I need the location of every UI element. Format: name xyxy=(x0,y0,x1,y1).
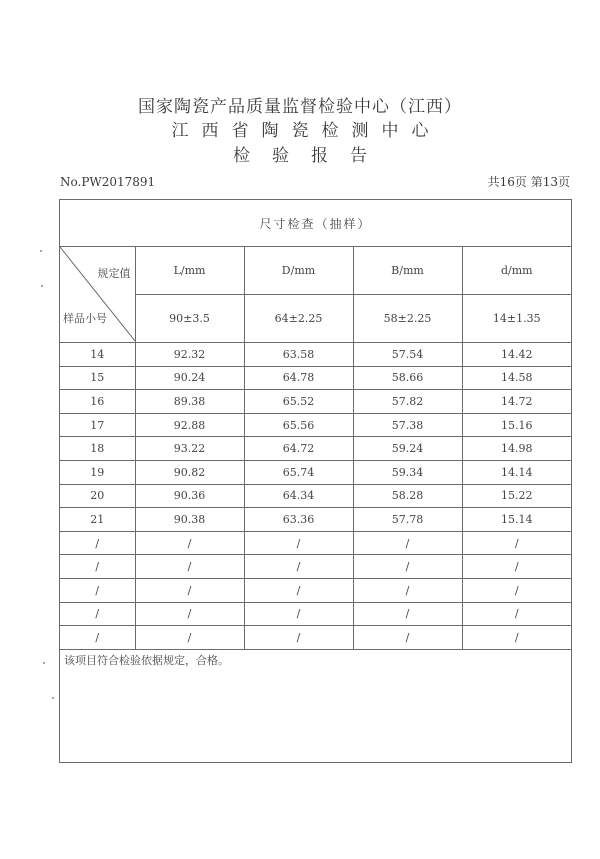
table-row xyxy=(60,508,571,532)
measurement-cell: / xyxy=(353,531,462,555)
tolerance-value: 64±2.25 xyxy=(244,295,353,343)
measurement-cell: 65.56 xyxy=(244,413,353,437)
table-title-row xyxy=(60,200,571,247)
sample-number-cell: 20 xyxy=(60,484,135,508)
measurement-cell: / xyxy=(135,602,244,626)
report-sheet xyxy=(59,199,572,763)
sample-number-cell: 21 xyxy=(60,508,135,532)
sample-number-cell: 15 xyxy=(60,366,135,390)
column-header: d/mm xyxy=(462,247,571,295)
measurement-cell: 14.72 xyxy=(462,390,571,414)
measurement-cell: / xyxy=(462,531,571,555)
measurement-cell: 14.14 xyxy=(462,460,571,484)
report-header-center-name: 国家陶瓷产品质量监督检验中心（江西） xyxy=(138,97,462,117)
sample-number-cell: / xyxy=(60,578,135,602)
table-row xyxy=(60,366,571,390)
measurement-cell: 14.42 xyxy=(462,343,571,367)
measurement-cell: 92.88 xyxy=(135,413,244,437)
measurement-cell: / xyxy=(135,578,244,602)
header-corner-cell xyxy=(60,247,135,343)
corner-diagonal-line xyxy=(60,247,135,341)
measurement-cell: 59.34 xyxy=(353,460,462,484)
column-header: D/mm xyxy=(244,247,353,295)
column-header: B/mm xyxy=(353,247,462,295)
measurement-cell: 90.24 xyxy=(135,366,244,390)
table-row xyxy=(60,578,571,602)
table-row xyxy=(60,460,571,484)
column-header: L/mm xyxy=(135,247,244,295)
sample-number-cell: / xyxy=(60,555,135,579)
table-row xyxy=(60,390,571,414)
measurement-cell: / xyxy=(135,531,244,555)
corner-sample-label: 样品小号 xyxy=(63,312,107,325)
measurement-cell: 15.14 xyxy=(462,508,571,532)
measurement-cell: / xyxy=(353,602,462,626)
measurement-cell: 14.98 xyxy=(462,437,571,461)
measurement-cell: / xyxy=(462,602,571,626)
measurement-cell: 90.36 xyxy=(135,484,244,508)
tolerance-row xyxy=(60,295,571,343)
measurement-cell: 65.52 xyxy=(244,390,353,414)
measurement-cell: 64.72 xyxy=(244,437,353,461)
tolerance-value: 14±1.35 xyxy=(462,295,571,343)
measurement-cell: 57.54 xyxy=(353,343,462,367)
measurement-cell: 63.36 xyxy=(244,508,353,532)
measurement-cell: 57.82 xyxy=(353,390,462,414)
scan-speck xyxy=(52,697,54,699)
measurement-cell: 14.58 xyxy=(462,366,571,390)
corner-spec-label: 规定值 xyxy=(97,267,131,280)
report-number: No.PW2017891 xyxy=(60,175,156,189)
measurement-cell: 64.78 xyxy=(244,366,353,390)
sample-number-cell: / xyxy=(60,602,135,626)
sample-number-cell: / xyxy=(60,531,135,555)
measurement-cell: 90.38 xyxy=(135,508,244,532)
measurement-cell: 58.28 xyxy=(353,484,462,508)
measurement-cell: / xyxy=(244,602,353,626)
measurement-cell: 15.22 xyxy=(462,484,571,508)
measurement-cell: 65.74 xyxy=(244,460,353,484)
tolerance-value: 90±3.5 xyxy=(135,295,244,343)
measurement-cell: 89.38 xyxy=(135,390,244,414)
table-row xyxy=(60,343,571,367)
report-header-center-subname: 江西省陶瓷检测中心 xyxy=(171,121,442,141)
dimension-table xyxy=(60,200,571,650)
measurement-cell: 58.66 xyxy=(353,366,462,390)
table-row xyxy=(60,531,571,555)
sample-number-cell: 18 xyxy=(60,437,135,461)
measurement-cell: 64.34 xyxy=(244,484,353,508)
table-title: 尺寸检查（抽样） xyxy=(60,200,571,247)
measurement-cell: 15.16 xyxy=(462,413,571,437)
measurement-cell: / xyxy=(244,578,353,602)
measurement-cell: 93.22 xyxy=(135,437,244,461)
table-row xyxy=(60,484,571,508)
table-row xyxy=(60,555,571,579)
measurement-cell: / xyxy=(135,626,244,650)
measurement-cell: 90.82 xyxy=(135,460,244,484)
sample-number-cell: 14 xyxy=(60,343,135,367)
measurement-cell: / xyxy=(244,555,353,579)
column-header-row xyxy=(60,247,571,295)
measurement-cell: 63.58 xyxy=(244,343,353,367)
measurement-cell: 92.32 xyxy=(135,343,244,367)
measurement-cell: 57.38 xyxy=(353,413,462,437)
measurement-cell: 57.78 xyxy=(353,508,462,532)
measurement-cell: 59.24 xyxy=(353,437,462,461)
table-row xyxy=(60,437,571,461)
table-row xyxy=(60,413,571,437)
table-row xyxy=(60,602,571,626)
sample-number-cell: 16 xyxy=(60,390,135,414)
tolerance-value: 58±2.25 xyxy=(353,295,462,343)
sample-number-cell: / xyxy=(60,626,135,650)
measurement-cell: / xyxy=(244,626,353,650)
table-row xyxy=(60,626,571,650)
page-info: 共16页 第13页 xyxy=(487,175,570,189)
sample-number-cell: 17 xyxy=(60,413,135,437)
scan-speck xyxy=(40,250,42,252)
report-header-title: 检验报告 xyxy=(233,146,389,166)
sample-number-cell: 19 xyxy=(60,460,135,484)
measurement-cell: / xyxy=(462,578,571,602)
measurement-cell: / xyxy=(135,555,244,579)
measurement-cell: / xyxy=(462,626,571,650)
measurement-cell: / xyxy=(462,555,571,579)
scan-speck xyxy=(41,285,43,287)
measurement-cell: / xyxy=(353,555,462,579)
measurement-cell: / xyxy=(244,531,353,555)
measurement-cell: / xyxy=(353,626,462,650)
conclusion-text: 该项目符合检验依据规定，合格。 xyxy=(64,654,229,667)
scan-speck xyxy=(43,662,45,664)
measurement-cell: / xyxy=(353,578,462,602)
